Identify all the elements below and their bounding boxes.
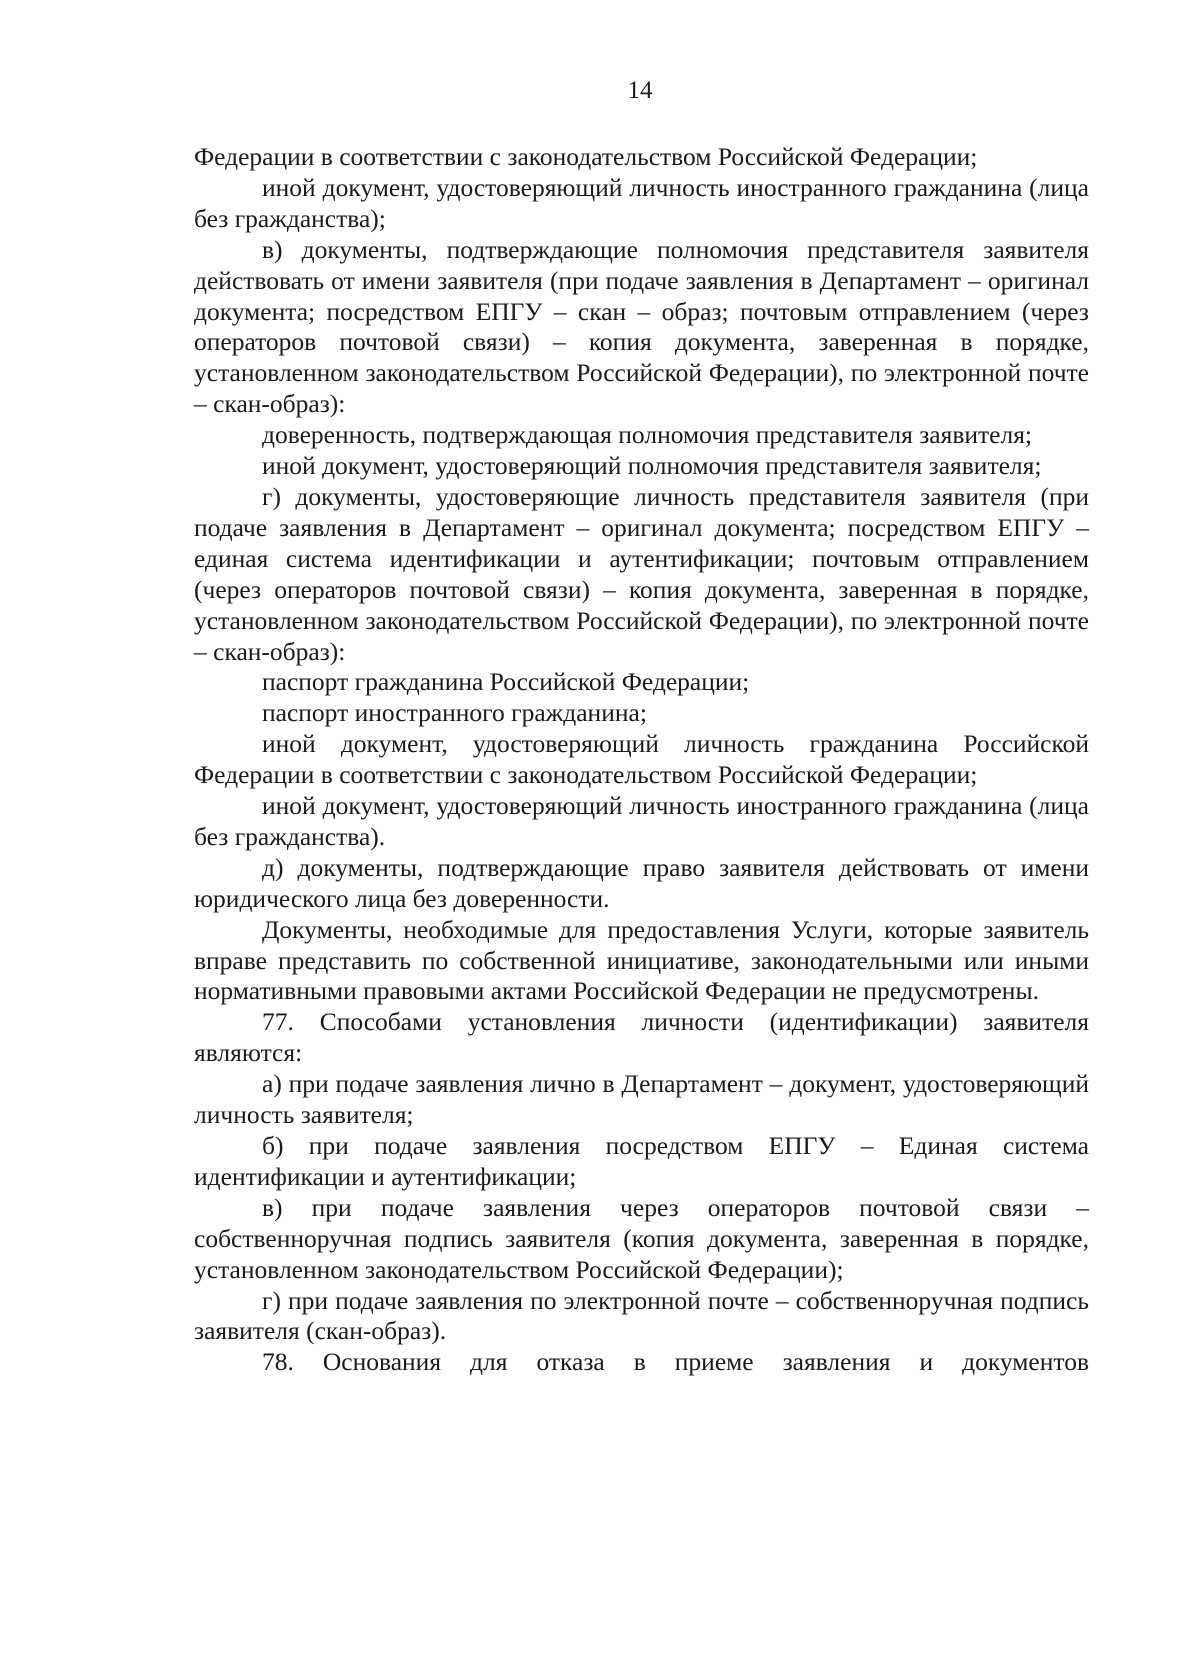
paragraph: иной документ, удостоверяющий личность иностранного гражданина (лица без гражданства).: [194, 791, 1089, 851]
paragraph: иной документ, удостоверяющий личность гражданина Российской Федерации в соответствии с законодательством Российской Федерации;: [194, 729, 1089, 790]
document-body: [194, 142, 1089, 1378]
paragraph: г) при подаче заявления по электронной почте – собственноручная подпись заявителя (скан-образ).: [194, 1285, 1089, 1346]
paragraph: паспорт гражданина Российской Федерации;: [262, 667, 750, 697]
paragraph: д) документы, подтверждающие право заявителя действовать от имени юридического лица без доверенности.: [194, 852, 1089, 913]
paragraph: иной документ, удостоверяющий личность иностранного гражданина (лица без гражданства);: [194, 172, 1089, 233]
paragraph: г) документы, удостоверяющие личность представителя заявителя (при подаче заявления в Департамент – оригинал документа; посредством ЕПГУ – единая система идентификации и аутентификации; почтовым отправлением (через операторов почтовой связи) – копия документа, заверенная в порядке, установленном законодательством Российской Федерации), по электронной почте – скан-образ):: [194, 481, 1089, 666]
paragraph: а) при подаче заявления лично в Департамент – документ, удостоверяющий личность заявителя;: [194, 1069, 1089, 1130]
paragraph: паспорт иностранного гражданина;: [262, 698, 647, 728]
paragraph: 78. Основания для отказа в приеме заявления и документов: [262, 1347, 1089, 1377]
paragraph: доверенность, подтверждающая полномочия представителя заявителя;: [262, 420, 1033, 450]
paragraph: 77. Способами установления личности (идентификации) заявителя являются:: [194, 1007, 1089, 1068]
paragraph: в) документы, подтверждающие полномочия представителя заявителя действовать от имени заявителя (при подаче заявления в Департамент – оригинал документа; посредством ЕПГУ – скан – образ; почтовым отправлением (через операторов почтовой связи) – копия документа, заверенная в порядке, установленном законодательством Российской Федерации), по электронной почте – скан-образ):: [194, 234, 1089, 419]
paragraph: в) при подаче заявления через операторов почтовой связи – собственноручная подпись заявителя (копия документа, заверенная в порядке, установленном законодательством Российской Федерации);: [194, 1192, 1089, 1284]
paragraph: иной документ, удостоверяющий полномочия представителя заявителя;: [262, 451, 1042, 481]
paragraph: Документы, необходимые для предоставления Услуги, которые заявитель вправе представить по собственной инициативе, законодательными или иными нормативными правовыми актами Российской Федерации не предусмотрены.: [194, 914, 1089, 1006]
page-number: 14: [627, 77, 653, 104]
paragraph: б) при подаче заявления посредством ЕПГУ – Единая система идентификации и аутентификации;: [194, 1131, 1089, 1191]
paragraph: Федерации в соответствии с законодательством Российской Федерации;: [194, 142, 978, 171]
